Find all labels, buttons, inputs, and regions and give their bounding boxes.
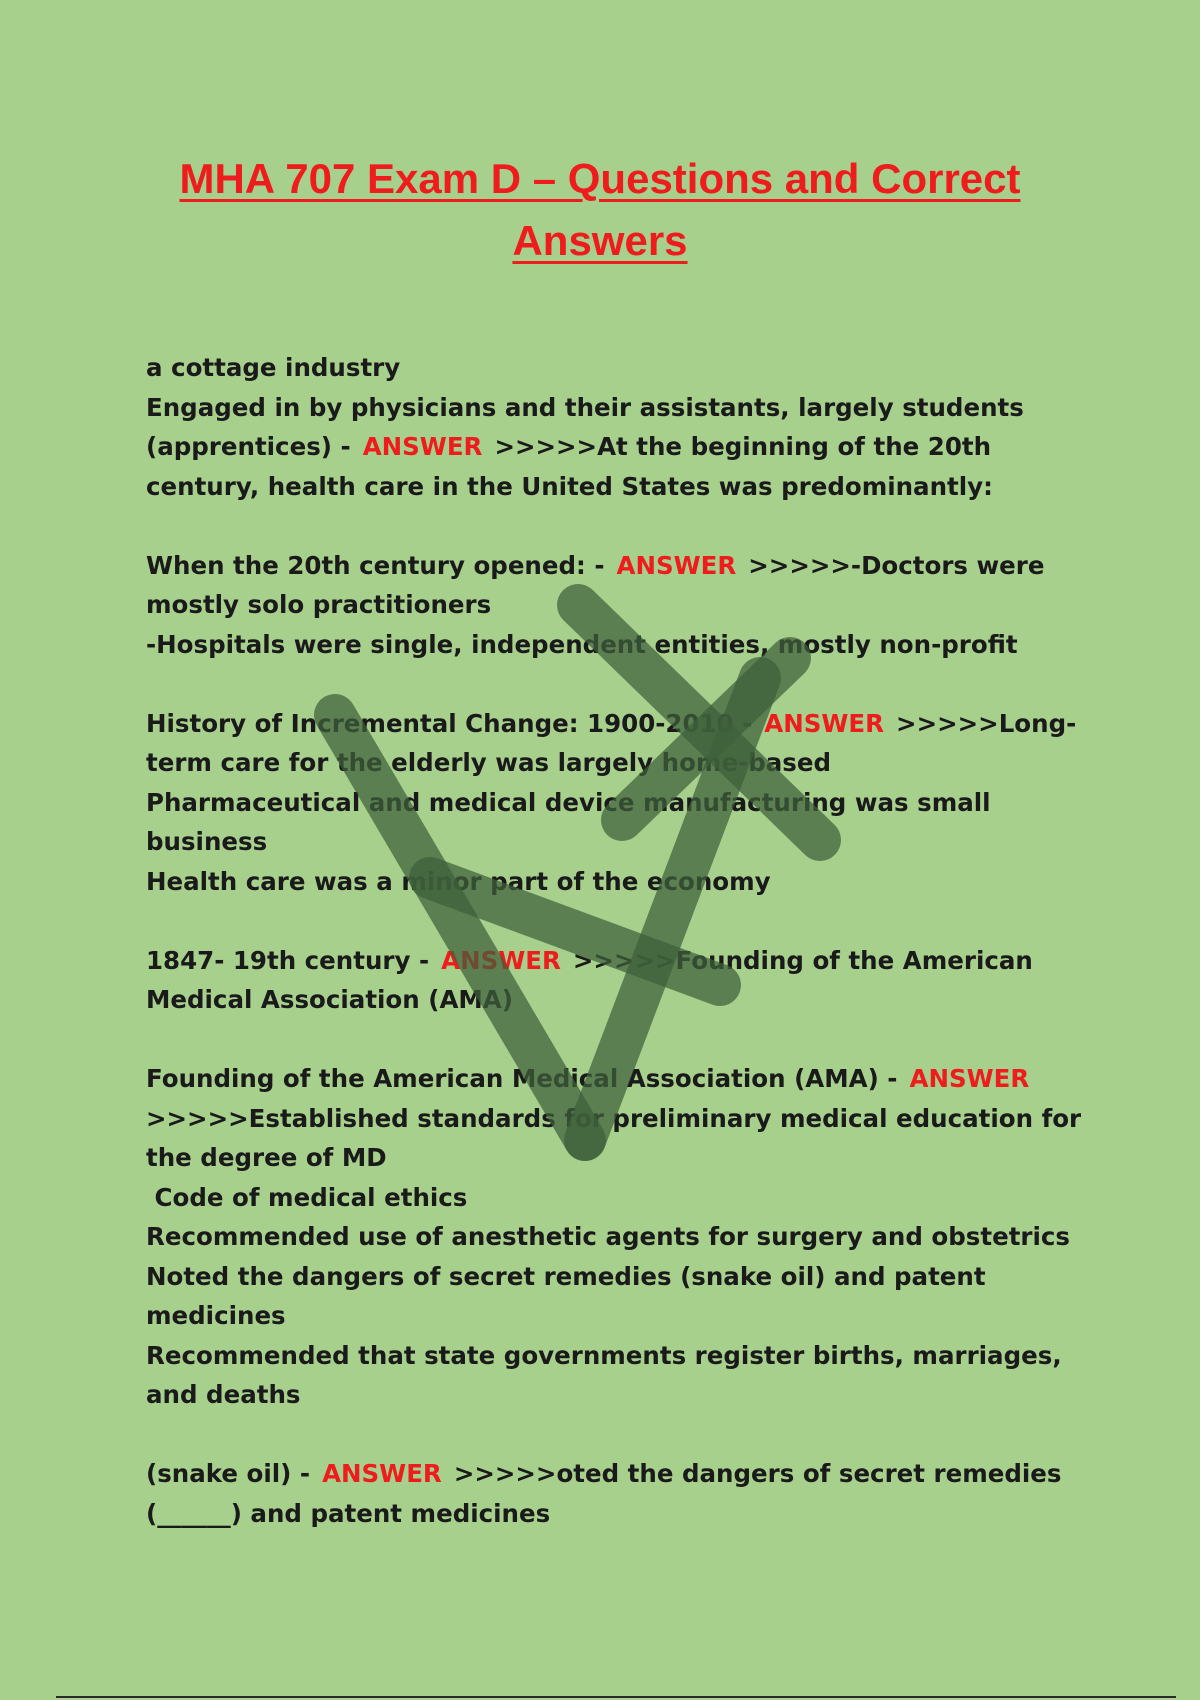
answer-text: >>>>>oted the dangers of secret remedies — [453, 1459, 1062, 1488]
block-spacer — [146, 1415, 1046, 1455]
qa-block-20th-century — [146, 546, 1046, 665]
text-line — [146, 1454, 1062, 1494]
question-text: When the 20th century opened: - — [146, 550, 605, 580]
qa-block-ama-founding — [146, 1059, 1082, 1415]
qa-block-1847 — [146, 941, 1046, 1020]
answer-label: ANSWER — [362, 432, 483, 461]
qa-block-incremental-change — [146, 704, 1077, 902]
title-line-2: Answers — [512, 217, 688, 264]
qa-content — [146, 348, 1082, 1533]
block-spacer — [146, 506, 1046, 546]
answer-text: >>>>>-Doctors were — [748, 550, 1045, 580]
text-line: Medical Association (AMA) — [146, 985, 513, 1014]
question-text: (snake oil) - — [146, 1459, 311, 1488]
text-line: and deaths — [146, 1380, 301, 1409]
text-line: -Hospitals were single, independent entities, mostly non-profit — [146, 629, 1018, 659]
text-line — [146, 704, 1077, 744]
text-line: >>>>>Established standards for preliminary medical education for — [146, 1103, 1082, 1133]
question-text: (apprentices) - — [146, 432, 351, 461]
answer-text: >>>>>Founding of the American — [572, 945, 1033, 975]
answer-label: ANSWER — [616, 550, 737, 580]
answer-text: >>>>>Long- — [896, 708, 1077, 738]
answer-label: ANSWER — [764, 708, 885, 738]
qa-block-snake-oil — [146, 1454, 1062, 1533]
text-line: business — [146, 827, 268, 856]
text-line: (______) and patent medicines — [146, 1498, 551, 1528]
text-line: Recommended use of anesthetic agents for surgery and obstetrics — [146, 1222, 1070, 1251]
question-text: History of Incremental Change: 1900-2010 - — [146, 708, 753, 738]
text-line — [146, 546, 1046, 586]
qa-block-cottage-industry — [146, 348, 1046, 506]
question-text: Founding of the American Medical Association (AMA) - — [146, 1064, 898, 1093]
text-line: Pharmaceutical and medical device manufacturing was small — [146, 787, 991, 817]
text-line: Noted the dangers of secret remedies (snake oil) and patent — [146, 1261, 986, 1291]
text-line: medicines — [146, 1301, 286, 1330]
bottom-divider — [56, 1696, 1176, 1698]
answer-text: >>>>>At the beginning of the 20th — [494, 432, 992, 461]
text-line — [146, 427, 1046, 467]
text-line: century, health care in the United States was predominantly: — [146, 471, 993, 501]
text-line — [146, 941, 1046, 981]
answer-label: ANSWER — [441, 945, 561, 975]
block-spacer — [146, 901, 1046, 941]
text-line — [146, 1059, 1046, 1099]
title-line-1: MHA 707 Exam D – Questions and Correct — [179, 155, 1021, 202]
answer-label: ANSWER — [322, 1459, 442, 1488]
question-text: 1847- 19th century - — [146, 945, 430, 975]
block-spacer — [146, 1020, 1046, 1060]
text-line: Health care was a minor part of the economy — [146, 866, 771, 896]
block-spacer — [146, 664, 1046, 704]
answer-label: ANSWER — [909, 1064, 1030, 1093]
text-line: Engaged in by physicians and their assistants, largely students — [146, 392, 1024, 422]
text-line: mostly solo practitioners — [146, 590, 492, 619]
text-line: term care for the elderly was largely home-based — [146, 748, 832, 777]
page-title — [120, 148, 1080, 272]
text-line: Code of medical ethics — [146, 1182, 468, 1212]
text-line: Recommended that state governments register births, marriages, — [146, 1340, 1062, 1370]
text-line: the degree of MD — [146, 1143, 387, 1172]
text-line: a cottage industry — [146, 353, 401, 382]
